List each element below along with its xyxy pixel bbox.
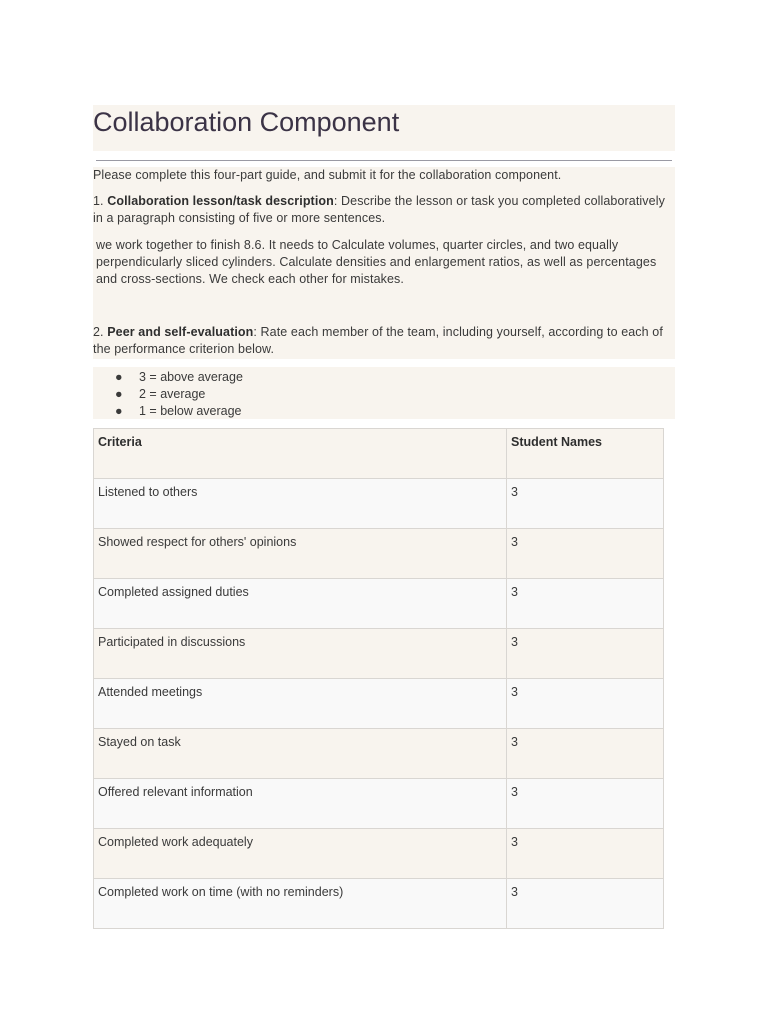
score-cell: 3 [507, 829, 664, 879]
evaluation-table [93, 428, 664, 929]
bullet-icon: ● [115, 370, 123, 384]
score-cell: 3 [507, 879, 664, 929]
score-cell: 3 [507, 679, 664, 729]
section-two-prompt [93, 324, 668, 358]
criterion-cell: Completed assigned duties [94, 579, 507, 629]
section-two-heading: Peer and self-evaluation [107, 325, 254, 339]
table-row [94, 529, 664, 579]
section-one-number: 1. [93, 194, 104, 208]
section-two-number: 2. [93, 325, 104, 339]
score-cell: 3 [507, 579, 664, 629]
title-divider [96, 160, 672, 161]
bullet-icon: ● [115, 404, 123, 418]
table-header-row [94, 429, 664, 479]
list-item [93, 369, 675, 386]
table-row [94, 479, 664, 529]
section-one-prompt [93, 193, 668, 227]
score-cell: 3 [507, 529, 664, 579]
section-one-instructions: : Describe the lesson or task you completed collaboratively in a paragraph consisting of five or more sentences. [93, 194, 665, 225]
title-band [93, 105, 675, 151]
score-cell: 3 [507, 779, 664, 829]
section-one-answer: we work together to finish 8.6. It needs to Calculate volumes, quarter circles, and two equally perpendicularly sliced cylinders. Calculate densities and enlargement ratios, as well as percentages and cross-sections. We check each other for mistakes. [96, 238, 657, 286]
criterion-cell: Showed respect for others' opinions [94, 529, 507, 579]
student-names-header: Student Names [507, 429, 664, 479]
criterion-cell: Completed work on time (with no reminders) [94, 879, 507, 929]
table-row [94, 629, 664, 679]
list-item [93, 403, 675, 420]
table-row [94, 729, 664, 779]
rating-scale-list [93, 369, 675, 419]
rating-text: 3 = above average [139, 370, 243, 384]
bullet-icon: ● [115, 387, 123, 401]
intro-text: Please complete this four-part guide, and submit it for the collaboration component. [93, 168, 562, 182]
page-title: Collaboration Component [93, 107, 400, 137]
table-row [94, 879, 664, 929]
section-one-heading: Collaboration lesson/task description [107, 194, 334, 208]
score-cell: 3 [507, 629, 664, 679]
table-row [94, 779, 664, 829]
list-item [93, 386, 675, 403]
table-row [94, 579, 664, 629]
section-two-instructions: : Rate each member of the team, including yourself, according to each of the performance criterion below. [93, 325, 663, 356]
criteria-header: Criteria [94, 429, 507, 479]
document-page [93, 105, 675, 899]
table-row [94, 829, 664, 879]
criterion-cell: Offered relevant information [94, 779, 507, 829]
criterion-cell: Completed work adequately [94, 829, 507, 879]
criterion-cell: Attended meetings [94, 679, 507, 729]
criterion-cell: Listened to others [94, 479, 507, 529]
criterion-cell: Participated in discussions [94, 629, 507, 679]
rating-text: 1 = below average [139, 404, 242, 418]
criterion-cell: Stayed on task [94, 729, 507, 779]
table-row [94, 679, 664, 729]
score-cell: 3 [507, 479, 664, 529]
rating-text: 2 = average [139, 387, 206, 401]
score-cell: 3 [507, 729, 664, 779]
